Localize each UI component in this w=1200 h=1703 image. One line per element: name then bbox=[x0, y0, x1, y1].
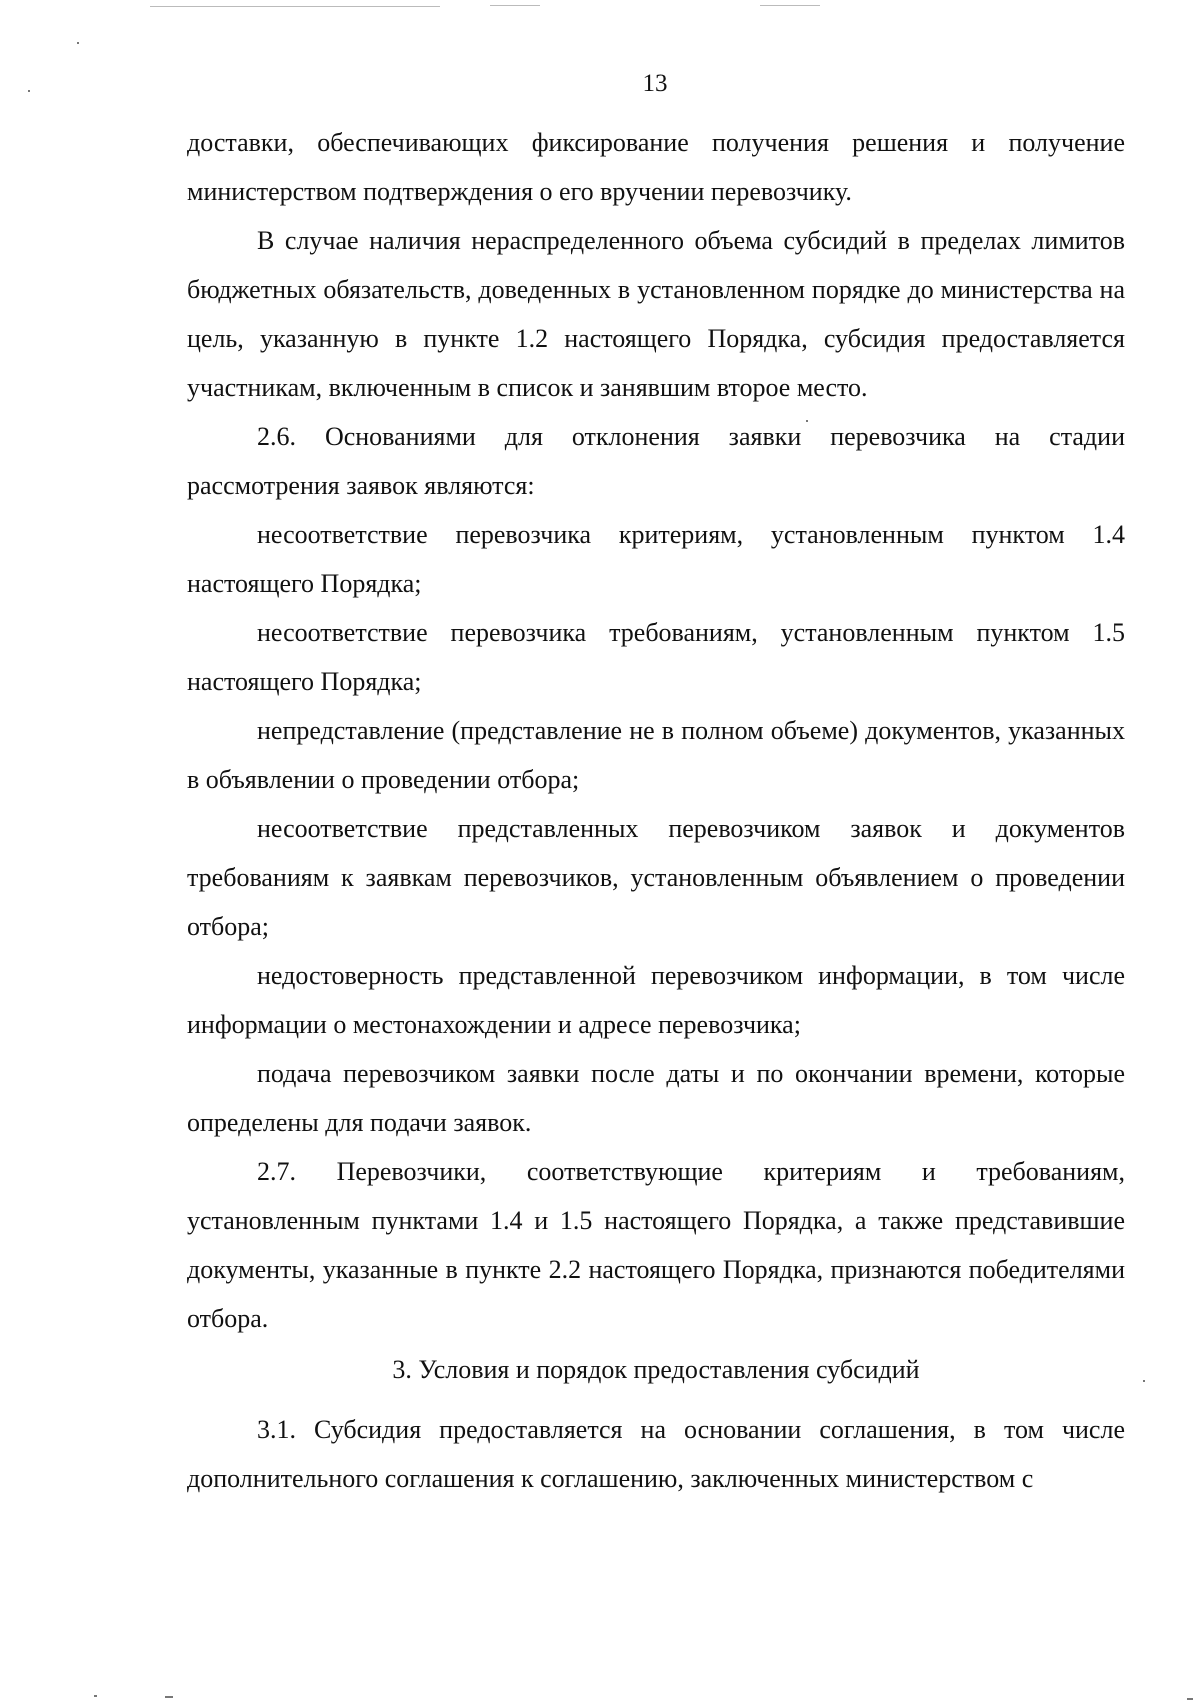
scan-edge-mark bbox=[490, 5, 540, 6]
scan-speck bbox=[94, 1695, 97, 1697]
document-body bbox=[187, 118, 1125, 1503]
scan-speck bbox=[165, 1696, 173, 1698]
scan-edge-mark bbox=[150, 6, 440, 7]
scan-speck bbox=[77, 42, 79, 44]
paragraph: В случае наличия нераспределенного объема субсидий в пределах лимитов бюджетных обязательств, доведенных в установленном порядке до министерства на цель, указанную в пункте 1.2 настоящего Порядка, субсидия предоставляется участникам, включенным в список и занявшим второе место. bbox=[187, 226, 1125, 402]
scan-edge-mark bbox=[760, 5, 820, 6]
section-heading: 3. Условия и порядок предоставления субсидий bbox=[392, 1355, 920, 1384]
paragraph: доставки, обеспечивающих фиксирование получения решения и получение министерством подтверждения о его вручении перевозчику. bbox=[187, 128, 1125, 206]
paragraph: несоответствие перевозчика критериям, установленным пунктом 1.4 настоящего Порядка; bbox=[187, 520, 1125, 598]
paragraph: несоответствие перевозчика требованиям, установленным пунктом 1.5 настоящего Порядка; bbox=[187, 618, 1125, 696]
page-number: 13 bbox=[642, 70, 668, 97]
scan-speck bbox=[1187, 1698, 1193, 1700]
scan-speck bbox=[1143, 1380, 1145, 1382]
paragraph: недостоверность представленной перевозчиком информации, в том числе информации о местонахождении и адресе перевозчика; bbox=[187, 961, 1125, 1039]
paragraph: подача перевозчиком заявки после даты и по окончании времени, которые определены для подачи заявок. bbox=[187, 1059, 1125, 1137]
scan-speck bbox=[806, 420, 808, 422]
paragraph: непредставление (представление не в полном объеме) документов, указанных в объявлении о проведении отбора; bbox=[187, 716, 1125, 794]
paragraph: несоответствие представленных перевозчиком заявок и документов требованиям к заявкам перевозчиков, установленным объявлением о проведении отбора; bbox=[187, 814, 1125, 941]
paragraph: 2.7. Перевозчики, соответствующие критериям и требованиям, установленным пунктами 1.4 и 1.5 настоящего Порядка, а также представившие документы, указанные в пункте 2.2 настоящего Порядка, признаются победителями отбора. bbox=[187, 1157, 1125, 1333]
scan-speck bbox=[28, 90, 30, 92]
paragraph: 2.6. Основаниями для отклонения заявки перевозчика на стадии рассмотрения заявок являются: bbox=[187, 422, 1125, 500]
paragraph: 3.1. Субсидия предоставляется на основании соглашения, в том числе дополнительного соглашения к соглашению, заключенных министерством с bbox=[187, 1415, 1125, 1493]
